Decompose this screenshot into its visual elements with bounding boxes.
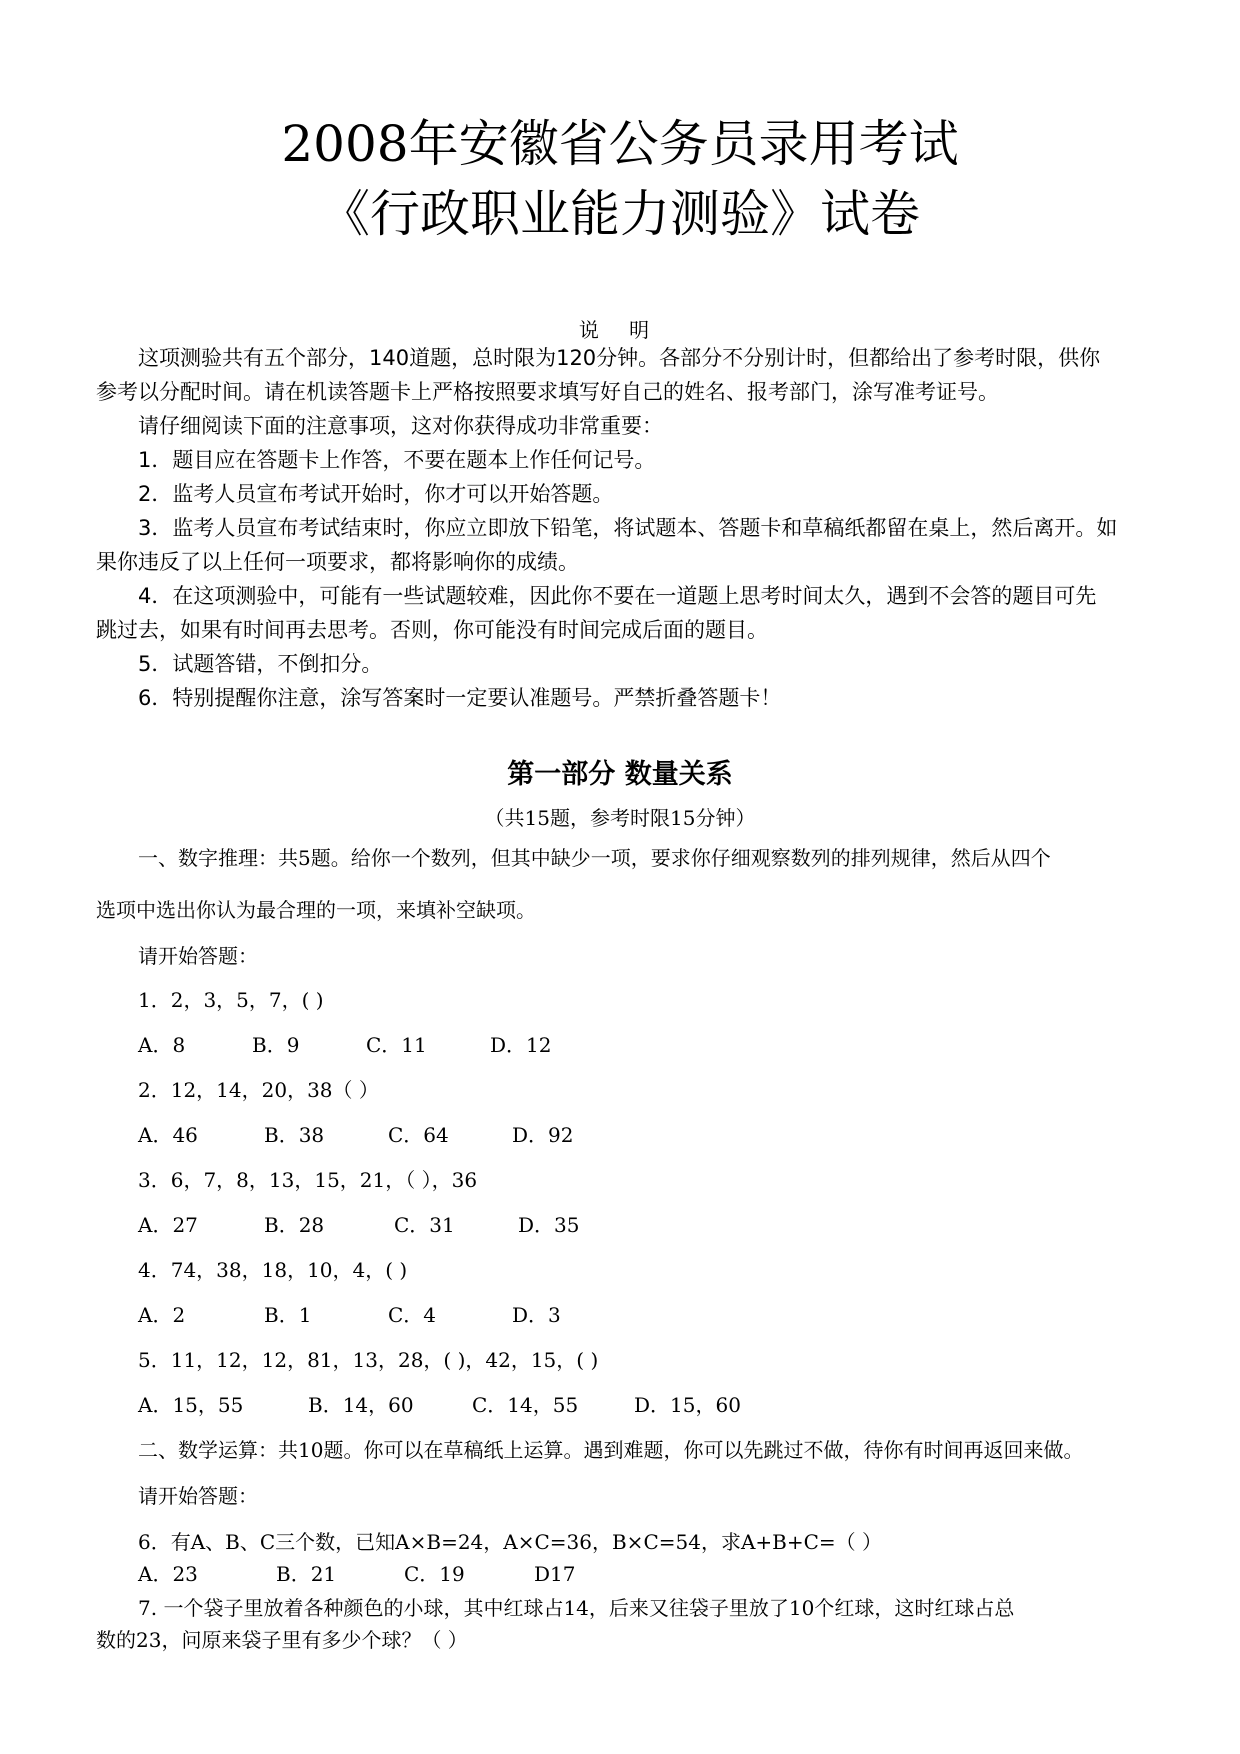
- q4-option-a: A．2: [138, 1303, 186, 1327]
- q6-option-c: C．19: [404, 1562, 465, 1586]
- q5-option-a: A．15，55: [138, 1393, 244, 1417]
- q5-option-b: B．14，60: [308, 1393, 414, 1417]
- notice-intro: 请仔细阅读下面的注意事项，这对你获得成功非常重要：: [138, 414, 663, 438]
- notice-item-2: 2．监考人员宣布考试开始时，你才可以开始答题。: [138, 482, 614, 506]
- question-7-line2: 数的23，问原来袋子里有多少个球？（ ）: [96, 1628, 468, 1652]
- question-3: 3．6，7，8，13，15，21，（ ），36: [138, 1168, 478, 1192]
- question-6: 6．有A、B、C三个数，已知A×B=24，A×C=36，B×C=54，求A+B+C=（ ）: [138, 1530, 883, 1554]
- question-7-line1: 7. 一个袋子里放着各种颜色的小球，其中红球占14，后来又往袋子里放了10个红球，这时红球占总: [138, 1596, 1015, 1620]
- q5-option-c: C．14，55: [472, 1393, 579, 1417]
- notice-item-3-line2: 果你违反了以上任何一项要求，都将影响你的成绩。: [96, 550, 579, 574]
- section-subtitle: （共15题，参考时限15分钟）: [484, 806, 756, 830]
- part-b-description: 二、数学运算：共10题。你可以在草稿纸上运算。遇到难题，你可以先跳过不做，待你有时间再返回来做。: [138, 1438, 1084, 1462]
- q4-option-b: B．1: [264, 1303, 312, 1327]
- intro-paragraph-line2: 参考以分配时间。请在机读答题卡上严格按照要求填写好自己的姓名、报考部门，涂写准考证号。: [96, 380, 999, 404]
- q1-option-c: C．11: [366, 1033, 427, 1057]
- q2-option-a: A．46: [138, 1123, 198, 1147]
- start-prompt-2: 请开始答题：: [138, 1484, 258, 1508]
- part-a-description-line2: 选项中选出你认为最合理的一项，来填补空缺项。: [96, 898, 536, 922]
- q4-option-c: C．4: [388, 1303, 437, 1327]
- q6-option-d: D17: [534, 1562, 576, 1586]
- q2-option-c: C．64: [388, 1123, 449, 1147]
- notice-item-6: 6．特别提醒你注意，涂写答案时一定要认准题号。严禁折叠答题卡！: [138, 686, 782, 710]
- exam-title-line2: 《行政职业能力测验》试卷: [320, 185, 920, 243]
- q6-option-b: B．21: [276, 1562, 337, 1586]
- instructions-heading: 说 明: [578, 318, 662, 342]
- question-1: 1．2，3，5，7，( ): [138, 988, 324, 1012]
- section-title: 第一部分 数量关系: [507, 759, 733, 790]
- notice-item-3-line1: 3．监考人员宣布考试结束时，你应立即放下铅笔，将试题本、答题卡和草稿纸都留在桌上，然后离开。如: [138, 516, 1118, 540]
- part-a-description-line1: 一、数字推理：共5题。给你一个数列，但其中缺少一项，要求你仔细观察数列的排列规律，然后从四个: [138, 846, 1051, 870]
- question-2: 2．12，14，20，38（ ）: [138, 1078, 379, 1102]
- question-4: 4．74，38，18，10，4，( ): [138, 1258, 408, 1282]
- notice-item-4-line1: 4．在这项测验中，可能有一些试题较难，因此你不要在一道题上思考时间太久，遇到不会答的题目可先: [138, 584, 1097, 608]
- q3-option-b: B．28: [264, 1213, 325, 1237]
- q3-option-a: A．27: [138, 1213, 198, 1237]
- q6-option-a: A．23: [138, 1562, 198, 1586]
- q1-option-a: A．8: [138, 1033, 186, 1057]
- question-5: 5．11，12，12，81，13，28，( )，42，15，( ): [138, 1348, 599, 1372]
- q3-option-c: C．31: [394, 1213, 455, 1237]
- intro-paragraph-line1: 这项测验共有五个部分，140道题，总时限为120分钟。各部分不分别计时，但都给出了参考时限，供你: [138, 346, 1101, 370]
- q3-option-d: D．35: [518, 1213, 580, 1237]
- q2-option-b: B．38: [264, 1123, 325, 1147]
- start-prompt: 请开始答题：: [138, 944, 258, 968]
- q4-option-d: D．3: [512, 1303, 561, 1327]
- notice-item-1: 1．题目应在答题卡上作答，不要在题本上作任何记号。: [138, 448, 656, 472]
- q2-option-d: D．92: [512, 1123, 574, 1147]
- q5-option-d: D．15，60: [634, 1393, 741, 1417]
- notice-item-4-line2: 跳过去，如果有时间再去思考。否则，你可能没有时间完成后面的题目。: [96, 618, 768, 642]
- exam-title-line1: 2008年安徽省公务员录用考试: [281, 115, 959, 173]
- q1-option-b: B．9: [252, 1033, 300, 1057]
- notice-item-5: 5．试题答错，不倒扣分。: [138, 652, 383, 676]
- q1-option-d: D．12: [490, 1033, 552, 1057]
